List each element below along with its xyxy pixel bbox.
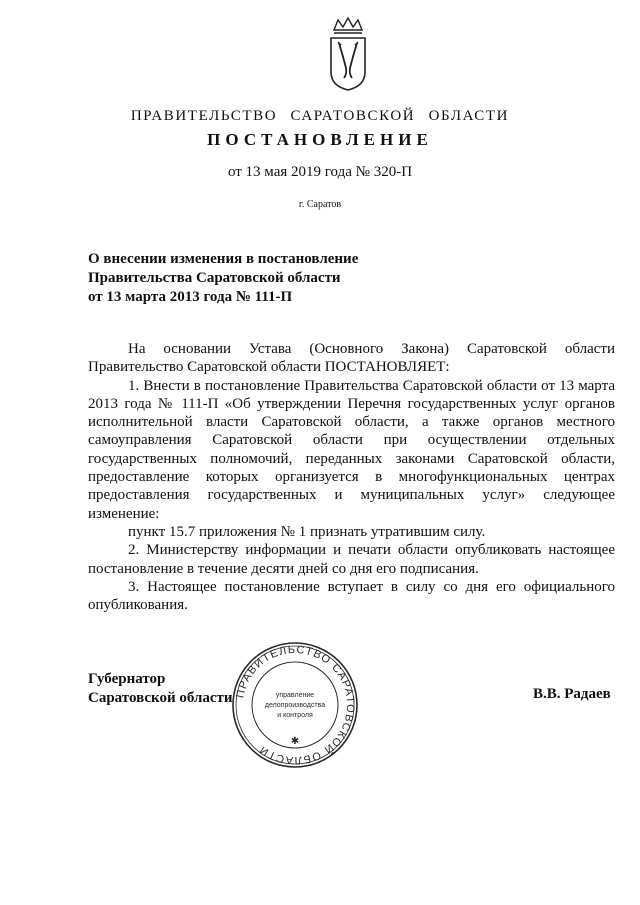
position-line: Саратовской области (88, 690, 233, 706)
signatory-position (88, 670, 233, 708)
position-line: Губернатор (88, 671, 166, 687)
stamp-ring-text: ПРАВИТЕЛЬСТВО САРАТОВСКОЙ ОБЛАСТИ (234, 643, 357, 767)
stamp-star-icon: ✱ (290, 736, 300, 747)
subject-line: Правительства Саратовской области (88, 270, 341, 286)
document-subject (88, 250, 408, 307)
document-type: ПОСТАНОВЛЕНИЕ (207, 130, 433, 149)
document-body (88, 340, 615, 614)
government-title: ПРАВИТЕЛЬСТВО САРАТОВСКОЙ ОБЛАСТИ (130, 108, 510, 124)
document-date-number: от 13 мая 2019 года № 320-П (227, 164, 413, 180)
item-1-subparagraph: пункт 15.7 приложения № 1 признать утратившим силу. (128, 523, 486, 540)
preamble-paragraph: На основании Устава (Основного Закона) Саратовской области Правительство Саратовской области ПОСТАНОВЛЯЕТ: (88, 341, 615, 376)
subject-line: О внесении изменения в постановление (88, 251, 359, 267)
signatory-name: В.В. Радаев (533, 686, 611, 702)
stamp-center-line: и контроля (277, 712, 313, 719)
subject-line: от 13 марта 2013 года № 111-П (88, 289, 293, 305)
document-city: г. Саратов (298, 199, 342, 210)
item-1-paragraph: 1. Внести в постановление Правительства Саратовской области от 13 марта 2013 года № 111-П «Об утверждении Перечня государственных услуг органов исполнительной власти Саратовской области, а также органов местного самоуправления Саратовской области при осуществлении отдельных государственных полномочий, переданных законами Саратовской области, предоставление которых организуется в многофункциональных центрах предоставления государственных и муниципальных услуг» следующее изменение: (88, 377, 615, 522)
item-3-paragraph: 3. Настоящее постановление вступает в силу со дня его официального опубликования. (88, 578, 615, 614)
stamp-center-line: делопроизводства (264, 702, 326, 709)
official-stamp (230, 640, 360, 770)
stamp-center-line: управление (275, 692, 315, 699)
saratov-coat-of-arms-icon (322, 16, 374, 92)
item-2-paragraph: 2. Министерству информации и печати области опубликовать настоящее постановление в течение десяти дней со дня его подписания. (88, 542, 615, 577)
